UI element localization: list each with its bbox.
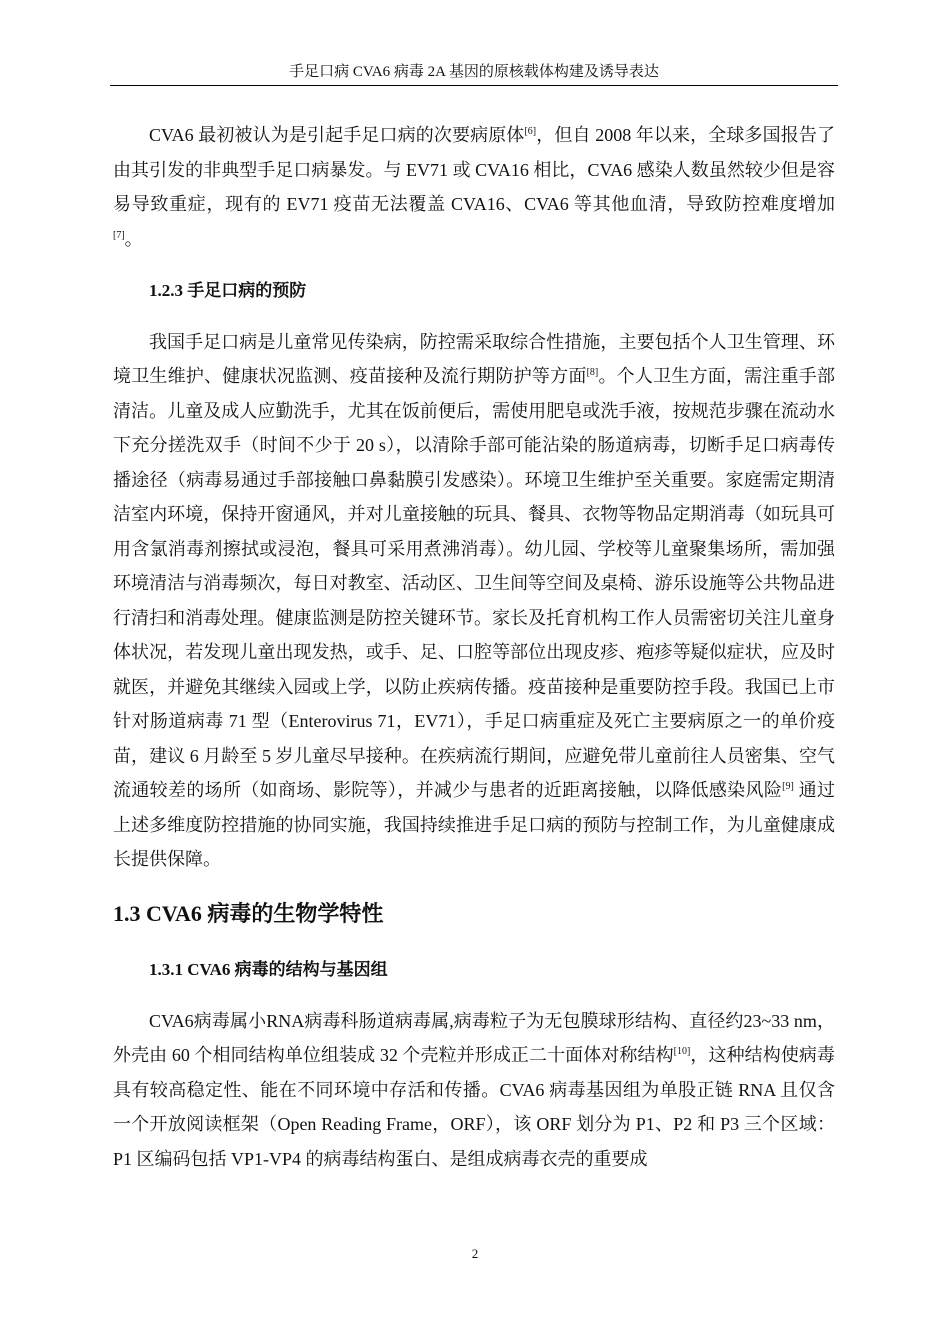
page-number: 2 xyxy=(471,1246,479,1261)
citation: [7] xyxy=(113,229,125,241)
citation: [8] xyxy=(586,367,599,378)
citation: [6] xyxy=(524,126,537,137)
citation: [10] xyxy=(673,1046,691,1057)
body-paragraph: 我国手足口病是儿童常见传染病，防控需采取综合性措施，主要包括个人卫生管理、环境卫生维护、健康状况监测、疫苗接种及流行期防护等方面[8]。个人卫生方面，需注重手部清洁。儿童及成人应勤洗手，尤其在饭前便后，需使用肥皂或洗手液，按规范步骤在流动水下充分搓洗双手（时间不少于 20 s），以清除手部可能沾染的肠道病毒，切断手足口病毒传播途径（病毒易通过手部接触口鼻黏膜引发感染）。环境卫生维护至关重要。家庭需定期清洁室内环境，保持开窗通风，并对儿童接触的玩具、餐具、衣物等物品定期消毒（如玩具可用含氯消毒剂擦拭或浸泡，餐具可采用煮沸消毒）。幼儿园、学校等儿童聚集场所，需加强环境清洁与消毒频次，每日对教室、活动区、卫生间等空间及桌椅、游乐设施等公共物品进行清扫和消毒处理。健康监测是防控关键环节。家长及托育机构工作人员需密切关注儿童身体状况，若发现儿童出现发热，或手、足、口腔等部位出现皮疹、疱疹等疑似症状，应及时就医，并避免其继续入园或上学，以防止疾病传播。疫苗接种是重要防控手段。我国已上市针对肠道病毒 71 型（Enterovirus 71，EV71），手足口病重症及死亡主要病原之一的单价疫苗，建议 6 月龄至 5 岁儿童尽早接种。在疾病流行期间，应避免带儿童前往人员密集、空气流通较差的场所（如商场、影院等），并减少与患者的近距离接触，以降低感染风险[9] 通过上述多维度防控措施的协同实施，我国持续推进手足口病的预防与控制工作，为儿童健康成长提供保障。 xyxy=(113,331,836,869)
section-heading-1-3-1: 1.3.1 CVA6 病毒的结构与基因组 xyxy=(149,960,388,979)
page-body xyxy=(113,118,835,1176)
citation: [9] xyxy=(782,781,794,792)
section-heading-1-3: 1.3 CVA6 病毒的生物学特性 xyxy=(113,900,384,926)
body-paragraph: CVA6病毒属小RNA病毒科肠道病毒属,病毒粒子为无包膜球形结构、直径约23~33 nm，外壳由 60 个相同结构单位组装成 32 个壳粒并形成正二十面体对称结构[10]，这种结构使病毒具有较高稳定性、能在不同环境中存活和传播。CVA6 病毒基因组为单股正链 RNA 且仅含一个开放阅读框架（Open Reading Frame，ORF），该 ORF 划分为 P1、P2 和 P3 三个区域：P1 区编码包括 VP1-VP4 的病毒结构蛋白、是组成病毒衣壳的重要成 xyxy=(113,1010,836,1169)
header-divider xyxy=(110,85,838,86)
running-header: 手足口病 CVA6 病毒 2A 基因的原核载体构建及诱导表达 xyxy=(289,64,659,80)
body-paragraph: CVA6 最初被认为是引起手足口病的次要病原体[6]，但自 2008 年以来，全球多国报告了由其引发的非典型手足口病暴发。与 EV71 或 CVA16 相比，CVA6 感染人数虽然较少但是容易导致重症，现有的 EV71 疫苗无法覆盖 CVA16、CVA6 等其他血清，导致防控难度增加[7]。 xyxy=(113,125,836,249)
section-heading-1-2-3: 1.2.3 手足口病的预防 xyxy=(149,281,307,300)
